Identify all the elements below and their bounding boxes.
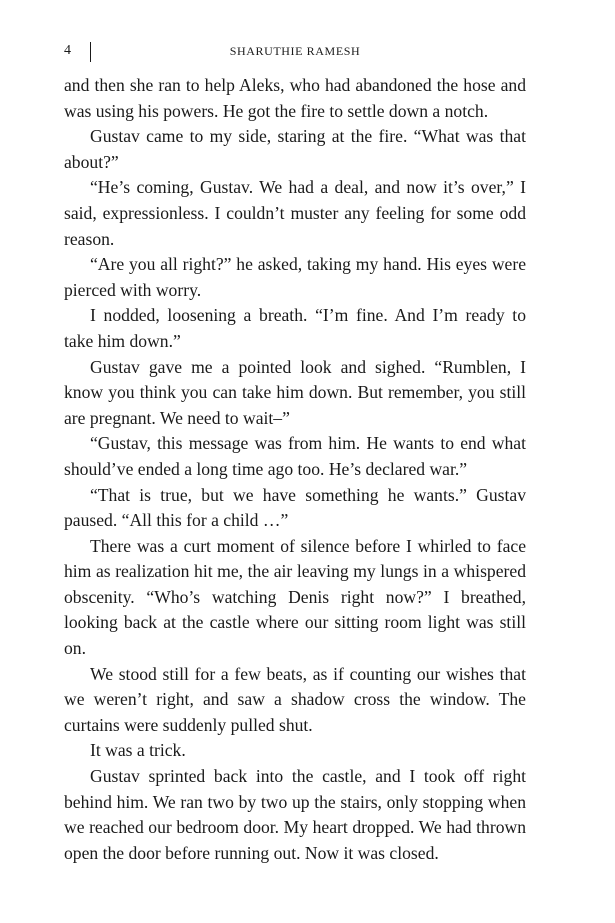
paragraph: There was a curt moment of silence before I whirled to face him as realization hit me, the air leaving my lungs in a whispered obscenity. “Who’s watching Denis right now?” I breathed, looking back at the castle where our sitting room light was still on. [64, 535, 526, 659]
paragraph: “Are you all right?” he asked, taking my hand. His eyes were pierced with worry. [64, 254, 526, 300]
paragraph: It was a trick. [90, 740, 186, 761]
paragraph: “Gustav, this message was from him. He wants to end what should’ve ended a long time ago too. He’s declared war.” [64, 433, 526, 479]
page-header [64, 42, 526, 62]
body-text [64, 73, 526, 866]
paragraph: We stood still for a few beats, as if counting our wishes that we weren’t right, and saw a shadow cross the window. The curtains were suddenly pulled shut. [64, 663, 526, 735]
page-number: 4 [64, 43, 71, 58]
running-head-author: SHARUTHIE RAMESH [229, 44, 361, 58]
paragraph: Gustav sprinted back into the castle, and I took off right behind him. We ran two by two up the stairs, only stopping when we reached our bedroom door. My heart dropped. We had thrown open the door before running out. Now it was closed. [64, 766, 526, 863]
paragraph: and then she ran to help Aleks, who had abandoned the hose and was using his powers. He got the fire to settle down a notch. [64, 75, 526, 121]
paragraph: “He’s coming, Gustav. We had a deal, and now it’s over,” I said, expressionless. I couldn’t muster any feeling for some odd reason. [64, 177, 526, 249]
paragraph: Gustav gave me a pointed look and sighed. “Rumblen, I know you think you can take him down. But remember, you still are pregnant. We need to wait–” [64, 356, 526, 428]
paragraph: “That is true, but we have something he wants.” Gustav paused. “All this for a child …” [64, 484, 526, 531]
paragraph: Gustav came to my side, staring at the fire. “What was that about?” [64, 126, 526, 172]
paragraph: I nodded, loosening a breath. “I’m fine. And I’m ready to take him down.” [64, 305, 526, 351]
